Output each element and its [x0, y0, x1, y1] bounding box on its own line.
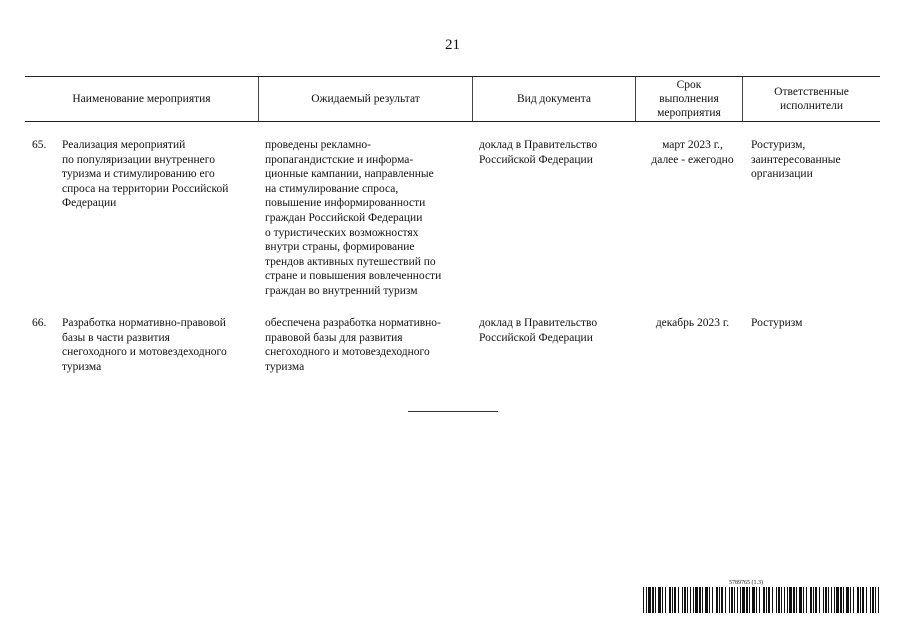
row-number: 65. — [32, 139, 47, 151]
event-name: Реализация мероприятий по популяризации внутреннего туризма и стимулированию его спроса на территории Российской Федерации — [62, 139, 229, 210]
expected-result: проведены рекламно- пропагандистские и информа- ционные кампании, направленные на стимулирование спроса, повышение информированности граждан Российской Федерации о туристических возможностях внутри страны, формирование трендов активных путешествий по стране и повышения вовлеченности граждан во внутренний туризм — [265, 139, 442, 297]
page-number: 21 — [445, 37, 460, 53]
column-header-name: Наименование мероприятия — [72, 93, 211, 105]
document-stamp — [643, 580, 880, 613]
column-header-document: Вид документа — [517, 93, 591, 105]
column-header-responsible: Ответственные исполнители — [774, 86, 849, 112]
row-number: 66. — [32, 317, 47, 329]
responsible-executors: Ростуризм — [751, 317, 803, 329]
column-header-term: Срок выполнения мероприятия — [657, 79, 721, 119]
column-header-result: Ожидаемый результат — [311, 93, 420, 105]
deadline: декабрь 2023 г. — [655, 317, 730, 329]
event-name: Разработка нормативно-правовой базы в части развития снегоходного и мотовездеходного туризма — [62, 317, 227, 373]
responsible-executors: Ростуризм, заинтересованные организации — [751, 139, 841, 181]
end-of-table-rule — [408, 411, 498, 412]
expected-result: обеспечена разработка нормативно- правовой базы для развития снегоходного и мотовездеходного туризма — [265, 317, 441, 373]
barcode-icon — [643, 587, 880, 613]
document-type: доклад в Правительство Российской Федерации — [479, 139, 598, 166]
document-type: доклад в Правительство Российской Федерации — [479, 317, 598, 344]
deadline: март 2023 г., далее - ежегодно — [651, 139, 734, 166]
stamp-code: 5789765 (1.3) — [729, 580, 763, 586]
table-header-bottom-rule — [25, 121, 880, 122]
